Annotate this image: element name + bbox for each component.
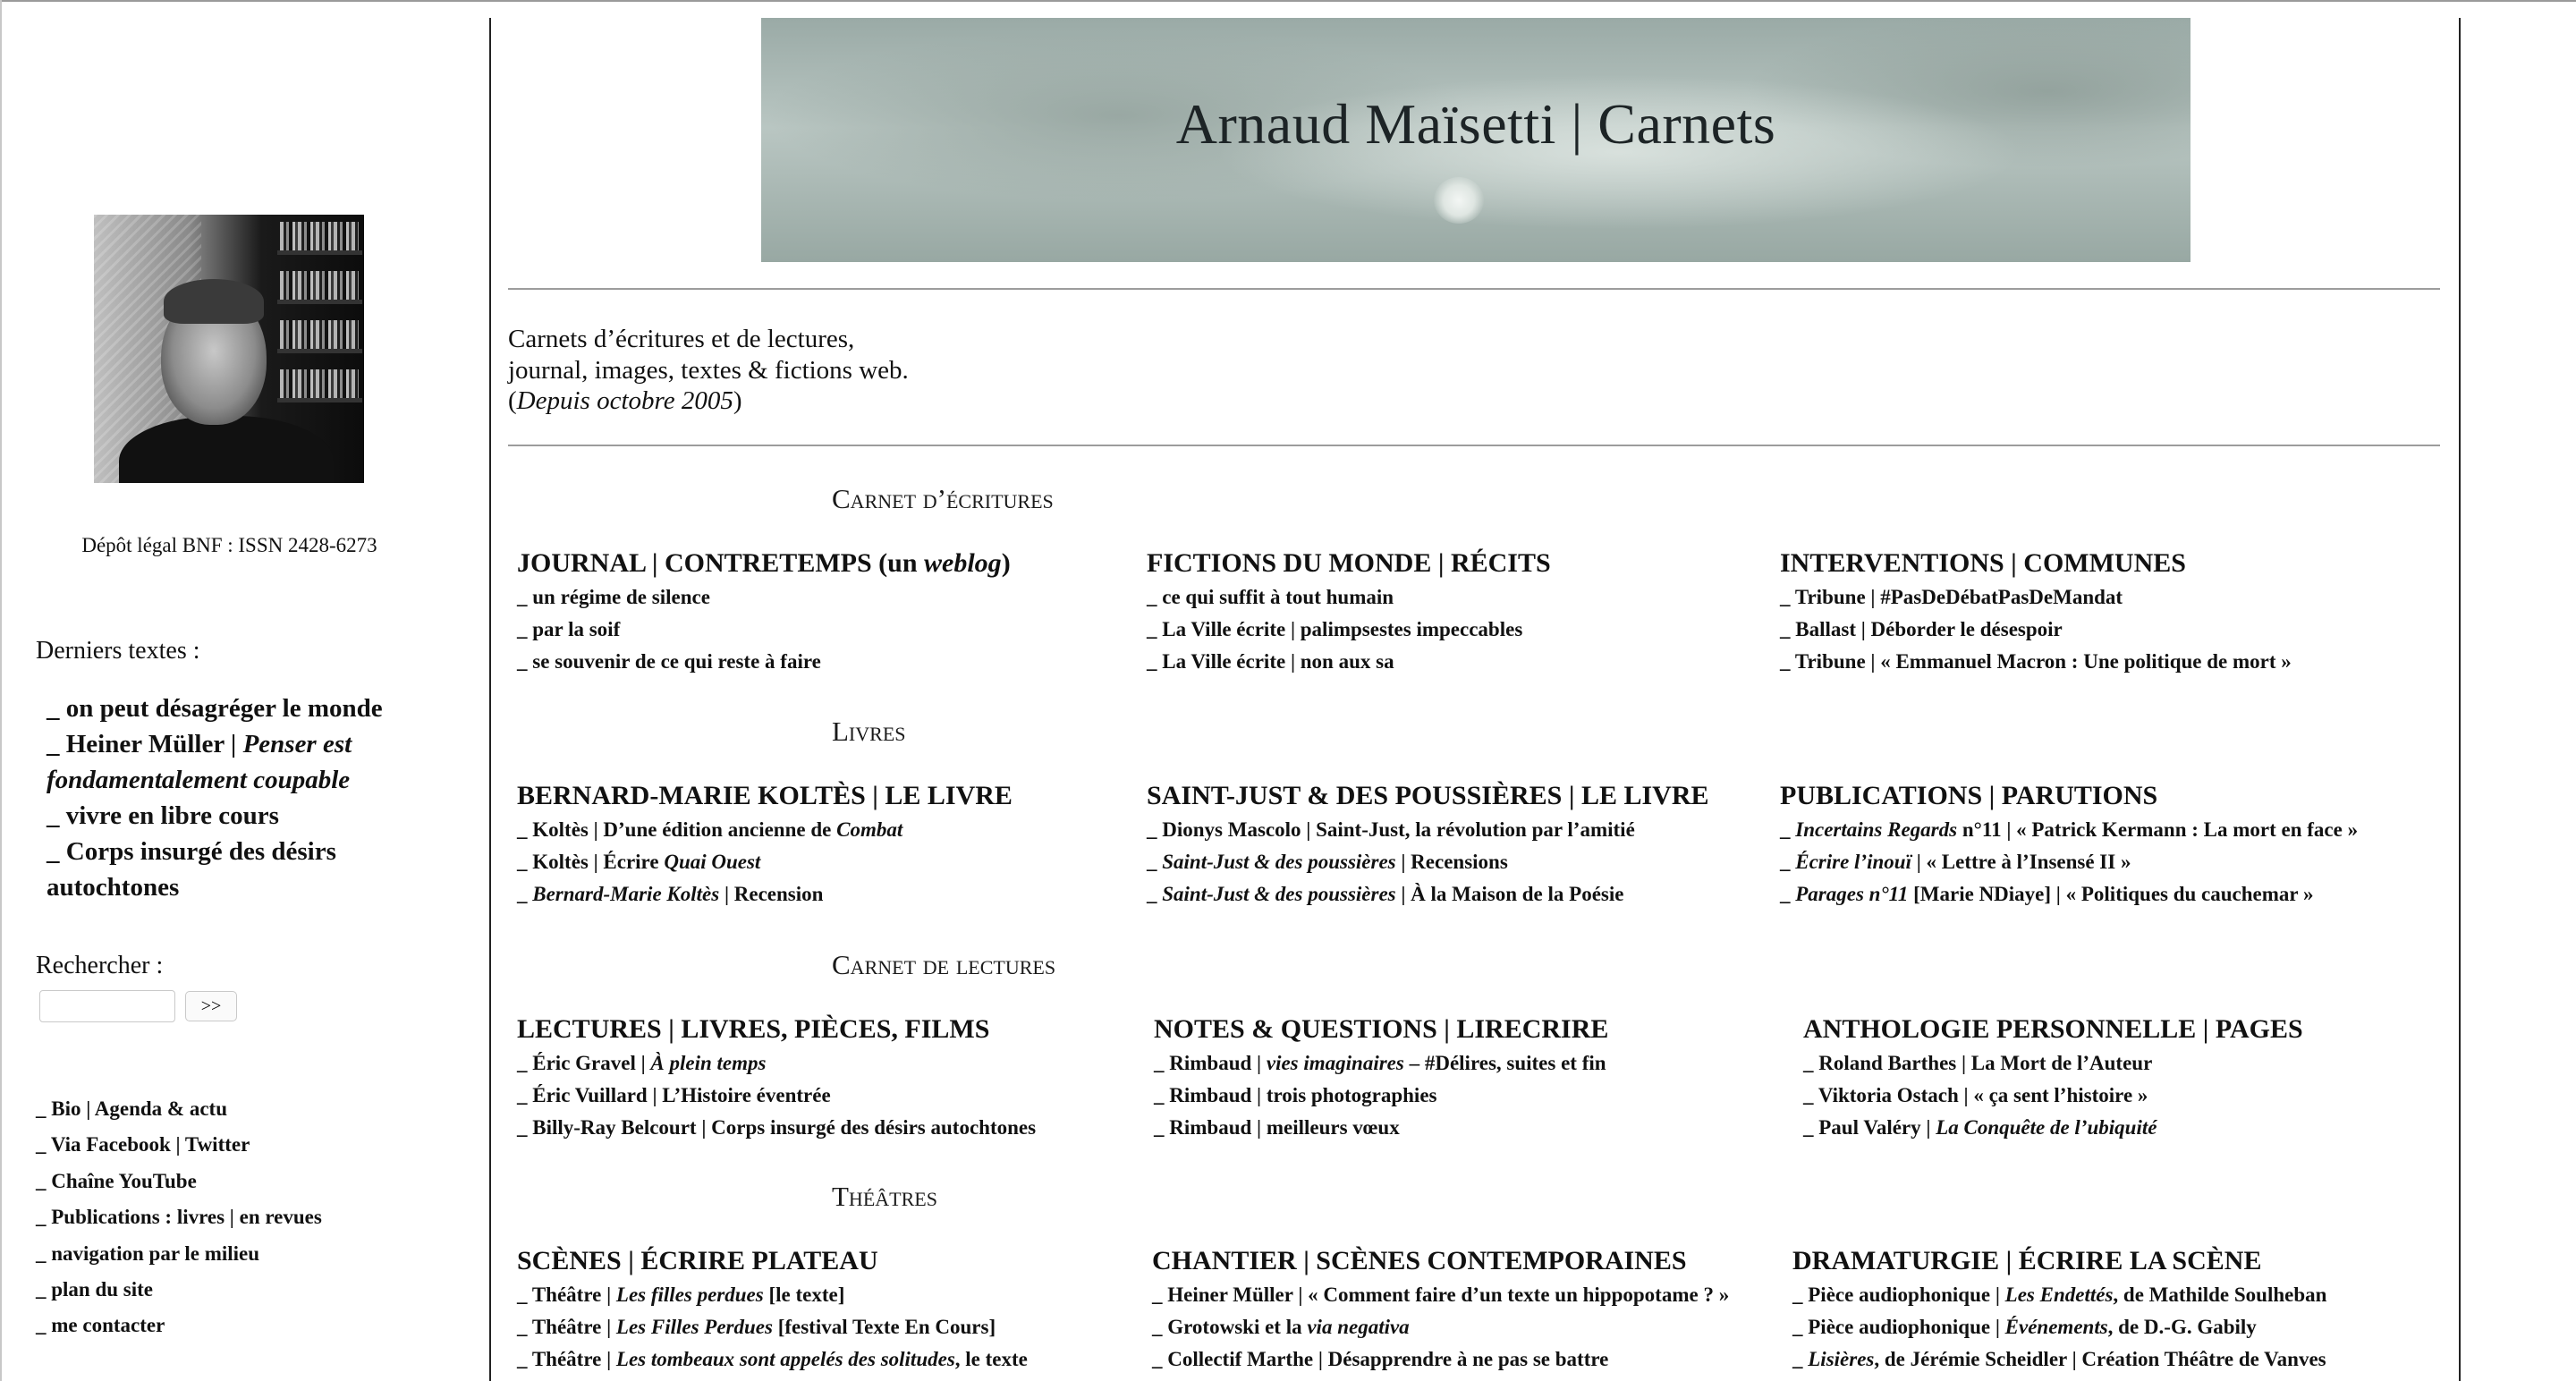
rubric-column — [517, 1013, 1036, 1144]
article-link[interactable]: _ Grotowski et la via negativa — [1152, 1316, 1410, 1338]
article-link[interactable]: _ Heiner Müller | « Comment faire d’un texte un hippopotame ? » — [1152, 1284, 1730, 1306]
article-link[interactable]: _ ce qui suffit à tout humain — [1147, 586, 1394, 608]
article-link[interactable]: _ Théâtre | Les filles perdues [le texte] — [517, 1284, 845, 1306]
article-link[interactable]: _ Roland Barthes | La Mort de l’Auteur — [1803, 1052, 2153, 1074]
sidebar-links — [36, 1091, 322, 1344]
article-link[interactable]: _ Éric Vuillard | L’Histoire éventrée — [517, 1084, 831, 1106]
section-title[interactable]: Carnet de lectures — [832, 949, 1056, 980]
recent-text-link[interactable]: _ on peut désagréger le monde — [47, 694, 383, 723]
window-left-border — [0, 0, 2, 1381]
section-title[interactable]: Carnet d’écritures — [832, 483, 1054, 514]
rubric-heading[interactable]: SCÈNES | ÉCRIRE PLATEAU — [517, 1246, 878, 1275]
right-column-rule — [2459, 18, 2461, 1381]
rubric-heading[interactable]: SAINT-JUST & DES POUSSIÈRES | LE LIVRE — [1147, 781, 1709, 810]
sidebar-link[interactable]: _ Publications : livres | en revues — [36, 1206, 322, 1229]
intro-line-1: Carnets d’écritures et de lectures, — [508, 325, 855, 353]
rubric-column — [1154, 1013, 1608, 1144]
search-input[interactable] — [39, 990, 175, 1022]
rubric-column — [517, 780, 1013, 911]
intro-line-2: journal, images, textes & fictions web. — [508, 355, 909, 385]
rubric-column — [1780, 547, 2292, 678]
legal-deposit-text: Dépôt légal BNF : ISSN 2428-6273 — [81, 534, 377, 556]
rubric-column — [1792, 1245, 2326, 1376]
site-title: Arnaud Maïsetti | Carnets — [1175, 92, 1776, 156]
recent-text-link[interactable]: _ Heiner Müller | Penser est fondamentalement coupable — [47, 730, 352, 794]
article-link[interactable]: _ Bernard-Marie Koltès | Recension — [517, 883, 824, 905]
article-link[interactable]: _ Théâtre | Les tombeaux sont appelés des solitudes, le texte — [517, 1348, 1028, 1370]
article-link[interactable]: _ Rimbaud | trois photographies — [1154, 1084, 1437, 1106]
sidebar-link[interactable]: _ Chaîne YouTube — [36, 1169, 197, 1192]
article-link[interactable]: _ Écrire l’inouï | « Lettre à l’Insensé II » — [1780, 851, 2131, 873]
site-intro — [508, 324, 909, 417]
article-link[interactable]: _ Rimbaud | meilleurs vœux — [1154, 1116, 1400, 1139]
rubric-heading[interactable]: JOURNAL | CONTRETEMPS (un weblog) — [517, 548, 1011, 578]
rubric-heading[interactable]: NOTES & QUESTIONS | LIRECRIRE — [1154, 1014, 1609, 1044]
rubric-column — [1780, 780, 2358, 911]
article-link[interactable]: _ se souvenir de ce qui reste à faire — [517, 650, 821, 673]
article-link[interactable]: _ par la soif — [517, 618, 621, 640]
window-top-border — [0, 0, 2576, 2]
rubric-column — [1147, 547, 1551, 678]
rubric-heading[interactable]: CHANTIER | SCÈNES CONTEMPORAINES — [1152, 1246, 1687, 1275]
rubric-heading[interactable]: PUBLICATIONS | PARUTIONS — [1780, 781, 2158, 810]
article-link[interactable]: _ Pièce audiophonique | Les Endettés, de Mathilde Soulheban — [1792, 1284, 2327, 1306]
rubric-heading[interactable]: LECTURES | LIVRES, PIÈCES, FILMS — [517, 1014, 990, 1044]
article-link[interactable]: _ Koltès | Écrire Quai Ouest — [517, 851, 761, 873]
search-submit-button[interactable]: >> — [185, 991, 237, 1021]
moon-glow — [1434, 177, 1484, 224]
article-link[interactable]: _ Saint-Just & des poussières | À la Maison de la Poésie — [1147, 883, 1624, 905]
left-column-rule — [489, 18, 491, 1381]
article-link[interactable]: _ Paul Valéry | La Conquête de l’ubiquité — [1803, 1116, 2157, 1139]
article-link[interactable]: _ Ballast | Déborder le désespoir — [1780, 618, 2063, 640]
rubric-column — [517, 1245, 1028, 1376]
sidebar-link[interactable]: _ Bio | Agenda & actu — [36, 1097, 227, 1120]
article-link[interactable]: _ Koltès | D’une édition ancienne de Combat — [517, 818, 903, 841]
article-link[interactable]: _ Tribune | « Emmanuel Macron : Une politique de mort » — [1780, 650, 2292, 673]
rubric-column — [1147, 780, 1709, 911]
section-title[interactable]: Théâtres — [832, 1181, 937, 1212]
article-link[interactable]: _ Pièce audiophonique | Événements, de D.-G. Gabily — [1792, 1316, 2257, 1338]
article-link[interactable]: _ Théâtre | Les Filles Perdues [festival Texte En Cours] — [517, 1316, 996, 1338]
article-link[interactable]: _ Tribune | #PasDeDébatPasDeMandat — [1780, 586, 2123, 608]
recent-text-link[interactable]: _ vivre en libre cours — [47, 801, 279, 830]
recent-texts-heading: Derniers textes : — [36, 637, 200, 665]
search-label: Rechercher : — [36, 952, 164, 979]
rubric-heading[interactable]: DRAMATURGIE | ÉCRIRE LA SCÈNE — [1792, 1246, 2262, 1275]
section-title[interactable]: Livres — [832, 716, 906, 747]
article-link[interactable]: _ Incertains Regards n°11 | « Patrick Kermann : La mort en face » — [1780, 818, 2359, 841]
sidebar-link[interactable]: _ me contacter — [36, 1314, 165, 1337]
article-link[interactable]: _ La Ville écrite | palimpsestes impeccables — [1147, 618, 1523, 640]
sidebar-link[interactable]: _ navigation par le milieu — [36, 1241, 260, 1265]
author-portrait[interactable] — [94, 215, 364, 483]
article-link[interactable]: _ Saint-Just & des poussières | Recensions — [1147, 851, 1508, 873]
site-banner[interactable] — [761, 18, 2190, 262]
article-link[interactable]: _ Éric Gravel | À plein temps — [517, 1052, 767, 1074]
sidebar-link[interactable]: _ plan du site — [36, 1278, 154, 1301]
divider-top — [508, 288, 2440, 290]
intro-line-3: (Depuis octobre 2005) — [508, 386, 742, 415]
article-link[interactable]: _ Viktoria Ostach | « ça sent l’histoire » — [1803, 1084, 2148, 1106]
article-link[interactable]: _ un régime de silence — [517, 586, 710, 608]
rubric-heading[interactable]: INTERVENTIONS | COMMUNES — [1780, 548, 2186, 578]
rubric-column — [517, 547, 1011, 678]
recent-text-link[interactable]: _ Corps insurgé des désirs autochtones — [47, 837, 336, 902]
article-link[interactable]: _ La Ville écrite | non aux sa — [1147, 650, 1394, 673]
recent-texts-list — [47, 690, 422, 905]
article-link[interactable]: _ Dionys Mascolo | Saint-Just, la révolution par l’amitié — [1147, 818, 1635, 841]
article-link[interactable]: _ Lisières, de Jérémie Scheidler | Création Théâtre de Vanves — [1792, 1348, 2326, 1370]
sidebar-link[interactable]: _ Via Facebook | Twitter — [36, 1133, 250, 1156]
rubric-heading[interactable]: FICTIONS DU MONDE | RÉCITS — [1147, 548, 1551, 578]
rubric-heading[interactable]: BERNARD-MARIE KOLTÈS | LE LIVRE — [517, 781, 1013, 810]
article-link[interactable]: _ Parages n°11 [Marie NDiaye] | « Politiques du cauchemar » — [1780, 883, 2314, 905]
rubric-column — [1803, 1013, 2303, 1144]
rubric-column — [1152, 1245, 1729, 1376]
divider-bottom — [508, 445, 2440, 446]
article-link[interactable]: _ Collectif Marthe | Désapprendre à ne pas se battre — [1152, 1348, 1609, 1370]
article-link[interactable]: _ Billy-Ray Belcourt | Corps insurgé des désirs autochtones — [517, 1116, 1037, 1139]
rubric-heading[interactable]: ANTHOLOGIE PERSONNELLE | PAGES — [1803, 1014, 2303, 1044]
article-link[interactable]: _ Rimbaud | vies imaginaires – #Délires, suites et fin — [1154, 1052, 1606, 1074]
